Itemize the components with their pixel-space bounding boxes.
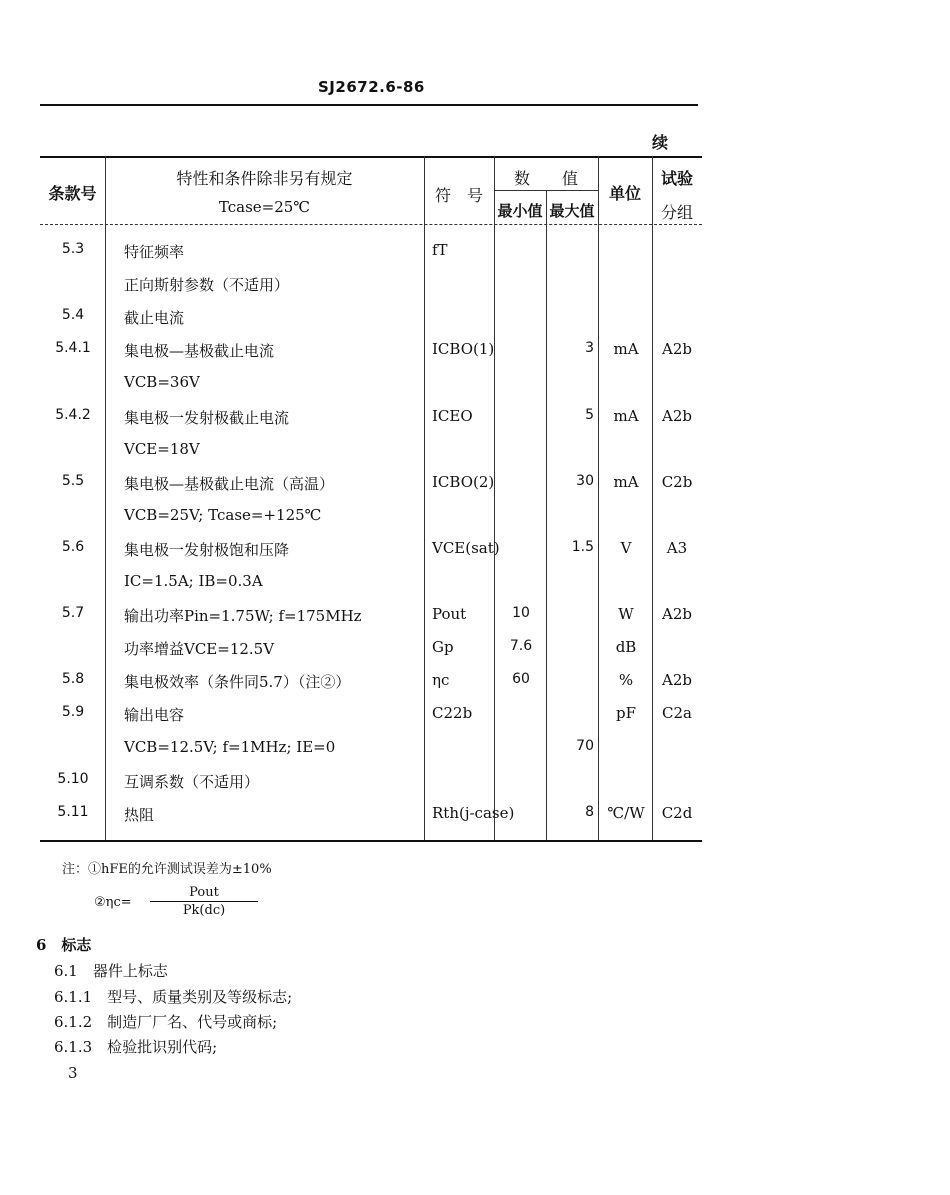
header-group-line1: 试验 (660, 169, 693, 188)
cell-characteristic: 截止电流 (124, 309, 185, 328)
cell-characteristic: 输出电容 (124, 706, 185, 725)
page-number: 3 (68, 1064, 78, 1082)
cell-max: 3 (585, 340, 594, 357)
document-number: SJ2672.6-86 (318, 78, 425, 96)
formula-numerator: Pout (189, 885, 219, 900)
cell-characteristic: 集电极一发射极饱和压降 (124, 540, 290, 559)
cell-max: 1.5 (571, 538, 594, 555)
continued-label: 续 (652, 133, 669, 152)
cell-min: 60 (512, 671, 530, 688)
cell-characteristic: 互调系数（不适用） (124, 772, 260, 791)
cell-clause: 5.7 (61, 605, 85, 622)
header-clause: 条款号 (48, 184, 97, 203)
cell-characteristic: VCB=12.5V; f=1MHz; IE=0 (124, 737, 336, 756)
cell-unit: % (618, 671, 634, 690)
cell-characteristic: IC=1.5A; IB=0.3A (124, 572, 263, 590)
cell-characteristic: 正向斯射参数（不适用） (124, 276, 290, 295)
cell-characteristic: 输出功率Pin=1.75W; f=175MHz (124, 607, 362, 626)
cell-unit: dB (615, 638, 637, 657)
cell-unit: mA (613, 340, 639, 359)
cell-characteristic: 集电极效率（条件同5.7）（注②） (124, 673, 351, 692)
cell-characteristic: VCB=36V (124, 373, 200, 392)
cell-max: 70 (576, 737, 594, 754)
cell-min: 7.6 (509, 638, 533, 655)
cell-clause: 5.6 (61, 538, 85, 555)
section-item: 6.1.1 型号、质量类别及等级标志; (54, 988, 293, 1006)
header-unit: 单位 (608, 184, 641, 203)
fraction-bar (150, 901, 258, 902)
cell-group: A2b (662, 605, 692, 624)
cell-clause: 5.11 (57, 803, 89, 820)
header-characteristic: 特性和条件除非另有规定 (176, 169, 353, 188)
section-item: 6.1.3 检验批识别代码; (54, 1038, 218, 1056)
cell-symbol: Gp (432, 638, 454, 657)
cell-max: 8 (585, 803, 594, 820)
cell-group: A2b (662, 406, 692, 425)
cell-clause: 5.4 (61, 307, 85, 324)
cell-characteristic: VCB=25V; Tcase=+125℃ (124, 505, 322, 524)
header-max: 最大值 (549, 202, 595, 220)
cell-characteristic: 特征频率 (124, 243, 185, 261)
cell-symbol: ηc (432, 671, 450, 690)
cell-clause: 5.4.1 (55, 340, 91, 357)
cell-clause: 5.3 (61, 241, 85, 257)
cell-symbol: ICEO (432, 406, 473, 425)
cell-group: C2a (662, 704, 692, 723)
cell-characteristic: 集电极一发射极截止电流 (124, 408, 290, 427)
cell-symbol: Rth(j-case) (432, 803, 515, 822)
cell-unit: W (618, 605, 634, 624)
header-min: 最小值 (497, 202, 543, 220)
header-group-line2: 分组 (660, 203, 693, 222)
cell-symbol: Pout (432, 605, 467, 624)
cell-symbol: ICBO(2) (432, 472, 495, 491)
cell-max: 5 (585, 406, 594, 423)
header-value: 数 值 (513, 169, 578, 188)
cell-group: A3 (666, 538, 688, 557)
cell-clause: 5.5 (61, 472, 85, 489)
cell-unit: ℃/W (607, 803, 645, 822)
formula-denominator: Pk(dc) (182, 903, 226, 918)
section-title: 6 标志 (36, 936, 92, 954)
cell-characteristic: 功率增益VCE=12.5V (124, 640, 275, 659)
cell-group: A2b (662, 340, 692, 359)
cell-characteristic: 集电极—基极截止电流 (124, 342, 275, 361)
cell-clause: 5.9 (61, 704, 85, 721)
cell-characteristic: 集电极—基极截止电流（高温） (124, 474, 335, 493)
cell-clause: 5.8 (61, 671, 85, 688)
cell-unit: pF (615, 704, 636, 723)
cell-group: A2b (662, 671, 692, 690)
cell-max: 30 (576, 472, 594, 489)
note-2-formula (150, 885, 258, 918)
cell-clause: 5.4.2 (55, 406, 91, 423)
cell-group: C2b (661, 472, 693, 491)
cell-unit: mA (613, 472, 639, 491)
note-2-lhs: ②ηc= (94, 895, 132, 910)
cell-unit: mA (613, 406, 639, 425)
cell-group: C2d (661, 803, 693, 822)
cell-characteristic: VCE=18V (124, 439, 200, 458)
note-1: 注：①hFE的允许测试误差为±10% (62, 862, 272, 877)
cell-unit: V (620, 538, 632, 557)
header-condition: Tcase=25℃ (218, 198, 311, 216)
cell-symbol: fT (432, 241, 448, 259)
cell-clause: 5.10 (57, 770, 89, 787)
cell-symbol: VCE(sat) (432, 538, 500, 557)
cell-min: 10 (512, 605, 530, 622)
cell-symbol: C22b (432, 704, 473, 723)
section-item: 6.1 器件上标志 (54, 962, 168, 980)
section-item: 6.1.2 制造厂厂名、代号或商标; (54, 1013, 278, 1031)
header-symbol: 符 号 (434, 186, 483, 205)
cell-symbol: ICBO(1) (432, 340, 495, 359)
cell-characteristic: 热阻 (124, 805, 155, 824)
